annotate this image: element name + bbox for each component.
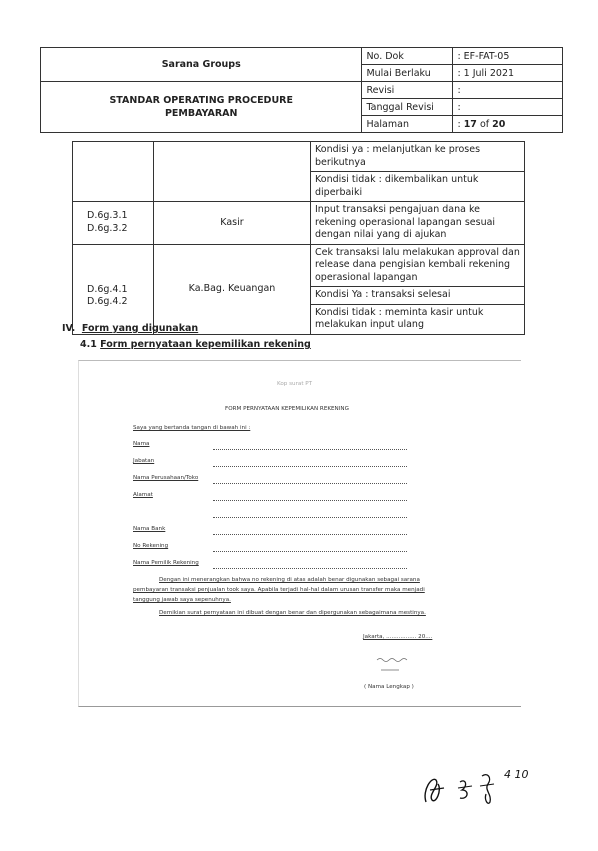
procedure-pic: Kasir bbox=[154, 202, 311, 245]
procedure-code: D.6g.4.2 bbox=[87, 296, 128, 307]
procedure-code-cell bbox=[73, 142, 154, 202]
revision-label: Revisi bbox=[362, 82, 453, 99]
letterhead-placeholder: Kop surat PT bbox=[277, 381, 313, 387]
procedure-desc: Kondisi tidak : meminta kasir untuk melakukan input ulang bbox=[311, 304, 525, 334]
procedure-code: D.6g.3.2 bbox=[87, 222, 128, 234]
signer-name: ( Nama Lengkap ) bbox=[364, 684, 414, 690]
procedure-code-cell bbox=[73, 244, 154, 334]
field-label: Nama bbox=[133, 441, 150, 447]
document-title-line2: PEMBAYARAN bbox=[164, 108, 238, 119]
field-line bbox=[213, 500, 407, 501]
stamp-signature-mark bbox=[375, 655, 409, 673]
field-label: Nama Perusahaan/Toko bbox=[133, 475, 199, 481]
company-name: Sarana Groups bbox=[41, 48, 362, 82]
document-header bbox=[40, 47, 563, 133]
page-number bbox=[453, 116, 563, 133]
subsection-number: 4.1 bbox=[80, 339, 97, 350]
initials-text: 4 10 bbox=[504, 768, 529, 781]
statement-paragraph: tanggung jawab saya sepenuhnya. bbox=[133, 597, 231, 603]
revision-value: : bbox=[453, 82, 563, 99]
field-label: Alamat bbox=[133, 492, 153, 498]
place-date: Jakarta, ................. 20.... bbox=[363, 634, 433, 640]
field-label: Jabatan bbox=[133, 458, 155, 464]
page-of: of bbox=[476, 118, 493, 130]
procedure-table bbox=[72, 141, 525, 335]
revision-date-value: : bbox=[453, 99, 563, 116]
field-line bbox=[213, 466, 407, 467]
statement-paragraph: pembayaran transaksi penjualan took saya. Apabila terjadi hal-hal dalam urusan transfer maka menjadi bbox=[133, 587, 425, 593]
field-line bbox=[213, 483, 407, 484]
field-line bbox=[213, 449, 407, 450]
doc-number-value: : EF-FAT-05 bbox=[453, 48, 563, 65]
form-intro: Saya yang bertanda tangan di bawah ini : bbox=[133, 425, 251, 431]
procedure-pic-cell bbox=[154, 142, 311, 202]
page-total: 20 bbox=[492, 118, 506, 130]
field-label: Nama Pemilik Rekening bbox=[133, 560, 199, 566]
procedure-code: D.6g.4.1 bbox=[87, 283, 128, 295]
subsection-heading bbox=[80, 339, 311, 350]
document-title-line1: STANDAR OPERATING PROCEDURE bbox=[109, 95, 293, 106]
page-label: Halaman bbox=[362, 116, 453, 133]
field-line bbox=[213, 517, 407, 518]
section-title: Form yang digunakan bbox=[81, 323, 199, 334]
procedure-desc: Input transaksi pengajuan dana ke rekening operasional lapangan sesuai dengan nilai yang di ajukan bbox=[311, 202, 525, 245]
effective-date-value: : 1 Juli 2021 bbox=[453, 65, 563, 82]
closing-paragraph: Demikian surat pernyataan ini dibuat dengan benar dan dipergunakan sebagaimana mestinya. bbox=[159, 610, 426, 616]
field-label: No Rekening bbox=[133, 543, 169, 549]
field-line bbox=[213, 534, 407, 535]
procedure-desc: Kondisi Ya : transaksi selesai bbox=[311, 287, 525, 305]
page-prefix: : bbox=[457, 118, 464, 130]
procedure-code-cell bbox=[73, 202, 154, 245]
field-line bbox=[213, 568, 407, 569]
section-numeral: IV. bbox=[62, 323, 76, 334]
effective-date-label: Mulai Berlaku bbox=[362, 65, 453, 82]
statement-paragraph: Dengan ini menerangkan bahwa no rekening di atas adalah benar digunakan sebagai sarana bbox=[159, 577, 420, 583]
doc-number-label: No. Dok bbox=[362, 48, 453, 65]
procedure-code: D.6g.3.1 bbox=[87, 210, 128, 222]
handwritten-initials bbox=[418, 760, 558, 806]
procedure-desc: Kondisi tidak : dikembalikan untuk diperbaiki bbox=[311, 172, 525, 202]
field-label: Nama Bank bbox=[133, 526, 166, 532]
subsection-title: Form pernyataan kepemilikan rekening bbox=[100, 339, 311, 350]
section-heading bbox=[62, 323, 198, 334]
procedure-desc: Cek transaksi lalu melakukan approval dan release dana pengisian kembali rekening operasional lapangan bbox=[311, 244, 525, 287]
procedure-pic: Ka.Bag. Keuangan bbox=[154, 244, 311, 334]
procedure-desc: Kondisi ya : melanjutkan ke proses berikutnya bbox=[311, 142, 525, 172]
form-title: FORM PERNYATAAN KEPEMILIKAN REKENING bbox=[225, 406, 349, 412]
field-line bbox=[213, 551, 407, 552]
document-title bbox=[41, 82, 362, 133]
page-current: 17 bbox=[463, 118, 477, 130]
ownership-statement-form bbox=[78, 360, 521, 707]
revision-date-label: Tanggal Revisi bbox=[362, 99, 453, 116]
